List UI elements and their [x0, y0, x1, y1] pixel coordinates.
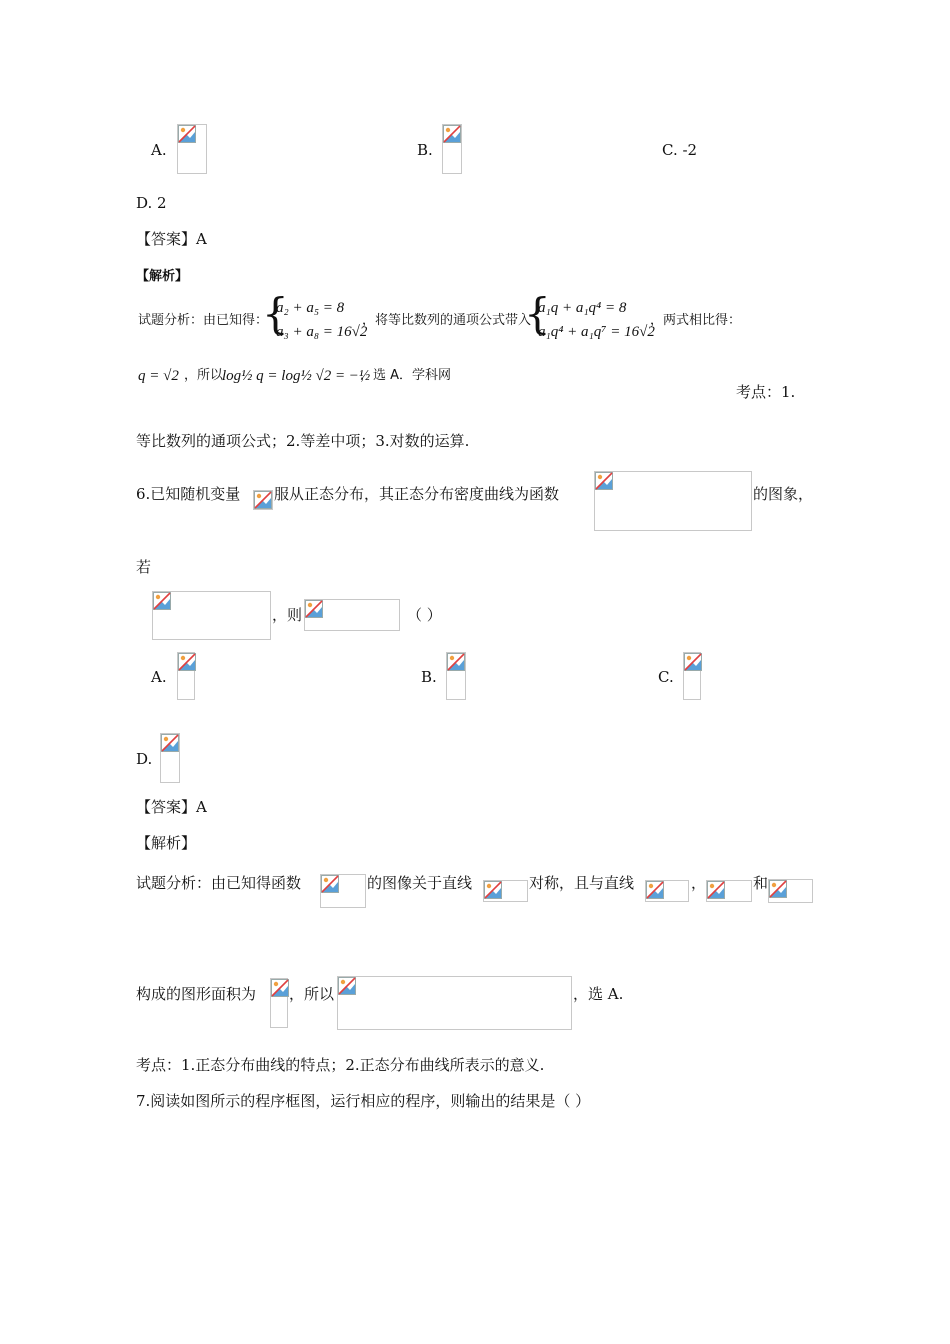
log-expression: log½ q = log½ √2 = −½: [222, 368, 371, 384]
q5-analysis-heading: 【解析】: [136, 269, 189, 284]
q5-option-b-image: [442, 124, 462, 174]
q6-condition-image: [152, 591, 271, 640]
q5-option-d: D. 2: [136, 194, 167, 212]
q6-option-a-image: [177, 652, 195, 700]
broken-image-icon: [161, 734, 179, 752]
q6-line-2-image: [706, 880, 752, 902]
q6-analysis-function-image: [320, 874, 366, 908]
q6-conclusion-image: [337, 976, 572, 1030]
q6-symmetry-line-image: [483, 880, 528, 902]
q6-option-c-label: C.: [658, 668, 674, 686]
broken-image-icon: [305, 600, 323, 618]
broken-image-icon: [595, 472, 613, 490]
broken-image-icon: [178, 125, 196, 143]
broken-image-icon: [707, 881, 725, 899]
q6-analysis-6: 构成的图形面积为: [136, 985, 257, 1003]
q5-option-b-label: B.: [417, 141, 433, 159]
broken-image-icon: [254, 491, 272, 509]
q5-analysis-text-4: ，所以: [184, 368, 224, 383]
q6-ze: ，则: [272, 606, 303, 624]
q6-analysis-4: ，: [691, 874, 707, 892]
broken-image-icon: [321, 875, 339, 893]
q-value: q = √2: [138, 368, 179, 384]
q5-answer: 【答案】A: [136, 230, 207, 248]
broken-image-icon: [153, 592, 171, 610]
broken-image-icon: [484, 881, 502, 899]
q5-option-a-label: A.: [151, 141, 167, 159]
q5-kaodian: 考点：1.: [736, 383, 796, 401]
q6-analysis-2: 的图像关于直线: [367, 874, 473, 892]
q6-paren: （ ）: [407, 606, 442, 624]
q6-option-a-label: A.: [151, 668, 167, 686]
broken-image-icon: [646, 881, 664, 899]
q6-kaodian: 考点：1.正态分布曲线的特点；2.正态分布曲线所表示的意义.: [136, 1056, 545, 1074]
q6-option-d-label: D.: [136, 750, 153, 768]
q6-option-d-image: [160, 733, 180, 783]
q6-xi-image: [253, 490, 273, 510]
q6-option-b-label: B.: [421, 668, 437, 686]
broken-image-icon: [338, 977, 356, 995]
q7-stem: 7.阅读如图所示的程序框图，运行相应的程序，则输出的结果是（ ）: [136, 1092, 591, 1110]
q6-analysis-heading: 【解析】: [136, 834, 197, 852]
q6-analysis-8: ，选 A.: [573, 985, 624, 1003]
broken-image-icon: [447, 653, 465, 671]
q5-analysis-text-2: ，将等比数列的通项公式带入: [362, 313, 532, 328]
q6-density-function-image: [594, 471, 752, 531]
q6-analysis-3: 对称，且与直线: [529, 874, 635, 892]
equation-1-bottom: a₃ + a₈ = 16√2: [276, 324, 368, 340]
broken-image-icon: [684, 653, 702, 671]
system-brace: {: [524, 289, 551, 338]
q5-kaodian-detail: 等比数列的通项公式；2.等差中项；3.对数的运算.: [136, 432, 470, 450]
q6-line-3-image: [768, 879, 813, 903]
broken-image-icon: [271, 979, 289, 997]
broken-image-icon: [769, 880, 787, 898]
q5-option-a-image: [177, 124, 207, 174]
q6-line-1-image: [645, 880, 689, 902]
equation-2-bottom: a₁q⁴ + a₁q⁷ = 16√2: [538, 324, 655, 340]
q5-analysis-text-1: 试题分析：由已知得：: [138, 313, 269, 328]
q6-stem-2: 服从正态分布，其正态分布密度曲线为函数: [274, 485, 560, 503]
equation-1-top: a₂ + a₅ = 8: [276, 300, 345, 316]
q6-answer: 【答案】A: [136, 798, 207, 816]
broken-image-icon: [178, 653, 196, 671]
q5-analysis-text-3: ，两式相比得：: [650, 313, 742, 328]
q6-option-b-image: [446, 652, 466, 700]
broken-image-icon: [443, 125, 461, 143]
q6-stem-1: 6.已知随机变量: [136, 485, 241, 503]
q6-ruo: 若: [136, 558, 152, 576]
q5-option-c: C. -2: [662, 141, 698, 159]
q5-analysis-text-5: ，选 A．学科网: [360, 368, 452, 383]
equation-2-top: a₁q + a₁q⁴ = 8: [538, 300, 627, 316]
q6-area-image: [270, 978, 288, 1028]
q6-analysis-5: 和: [753, 874, 769, 892]
q6-analysis-1: 试题分析：由已知得函数: [136, 874, 302, 892]
q6-option-c-image: [683, 652, 701, 700]
q6-analysis-7: ，所以: [289, 985, 335, 1003]
system-brace: {: [262, 289, 289, 338]
q6-query-image: [304, 599, 400, 631]
q6-stem-3: 的图象，: [753, 485, 814, 503]
